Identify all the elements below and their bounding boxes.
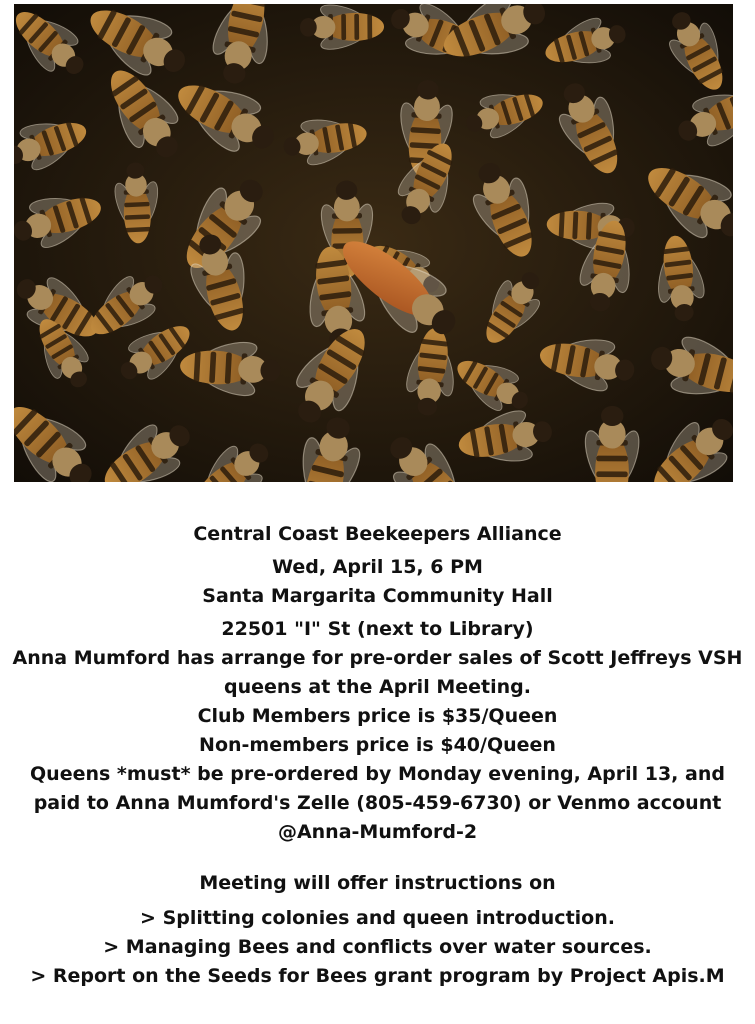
instructions-heading: Meeting will offer instructions on [199,872,556,894]
bees-illustration [14,4,733,482]
instructions-list [0,904,755,991]
instruction-item: > Report on the Seeds for Bees grant program by Project Apis.M [30,965,725,987]
org-title: Central Coast Beekeepers Alliance [193,523,562,545]
deadline-line-1: Queens *must* be pre-ordered by Monday evening, April 13, and [30,763,725,785]
announcement [0,520,755,991]
instruction-item: > Splitting colonies and queen introduction. [140,907,615,929]
deadline-line-3: @Anna-Mumford-2 [277,821,478,843]
instruction-item: > Managing Bees and conflicts over water sources. [103,936,652,958]
meeting-datetime: Wed, April 15, 6 PM [272,556,483,578]
intro-line-1: Anna Mumford has arrange for pre-order sales of Scott Jeffreys VSH [12,647,743,669]
meeting-venue: Santa Margarita Community Hall [202,585,553,607]
meeting-address: 22501 "I" St (next to Library) [221,618,534,640]
bees-photo [14,4,733,482]
nonmember-price: Non-members price is $40/Queen [199,734,556,756]
member-price: Club Members price is $35/Queen [197,705,558,727]
intro-line-2: queens at the April Meeting. [224,676,531,698]
deadline-line-2: paid to Anna Mumford's Zelle (805-459-6730) or Venmo account [33,792,722,814]
